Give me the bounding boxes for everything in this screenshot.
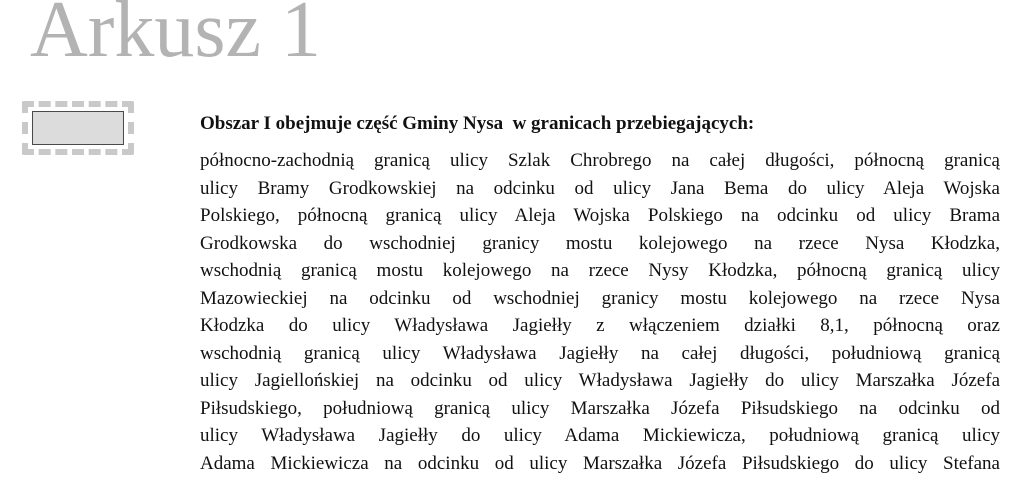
text-line: Piłsudskiego, południową granicą ulicy Marszałka Józefa Piłsudskiego na odcinku od xyxy=(200,397,1000,419)
text-line: wschodnią granicą ulicy Władysława Jagiełły na całej długości, południową granicą xyxy=(200,342,1000,364)
text-line: Mazowieckiej na odcinku od wschodniej granicy mostu kolejowego na rzece Nysa xyxy=(200,287,1000,309)
text-line: wschodnią granicą mostu kolejowego na rzece Nysy Kłodzka, północną granicą ulicy xyxy=(200,260,1000,281)
text-line: Kłodzka do ulicy Władysława Jagiełły z włączeniem działki 8,1, północną oraz xyxy=(200,315,1000,336)
text-line: Adama Mickiewicza na odcinku od ulicy Marszałka Józefa Piłsudskiego do ulicy Stefana xyxy=(200,452,1000,474)
text-line: północno-zachodnią granicą ulicy Szlak Chrobrego na całej długości, północną granicą xyxy=(200,150,1000,171)
dashed-gray-area-swatch-icon xyxy=(22,101,134,155)
text-line: ulicy Władysława Jagiełły do ulicy Adama Mickiewicza, południową granicą ulicy xyxy=(200,425,1000,446)
area-heading: Obszar I obejmuje część Gminy Nysa w granicach przebiegających: xyxy=(200,113,755,134)
text-line: ulicy Bramy Grodkowskiej na odcinku od ulicy Jana Bema do ulicy Aleja Wojska xyxy=(200,177,1000,199)
text-line: Polskiego, północną granicą ulicy Aleja Wojska Polskiego na odcinku od ulicy Brama xyxy=(200,205,1000,226)
text-line: Grodkowska do wschodniej granicy mostu kolejowego na rzece Nysa Kłodzka, xyxy=(200,232,1000,254)
swatch-fill xyxy=(32,111,124,145)
area-boundary-description xyxy=(200,148,1000,478)
text-line: ulicy Jagiellońskiej na odcinku od ulicy Władysława Jagiełły do ulicy Marszałka Józefa xyxy=(200,370,1000,391)
sheet-title: Arkusz 1 xyxy=(30,0,322,74)
